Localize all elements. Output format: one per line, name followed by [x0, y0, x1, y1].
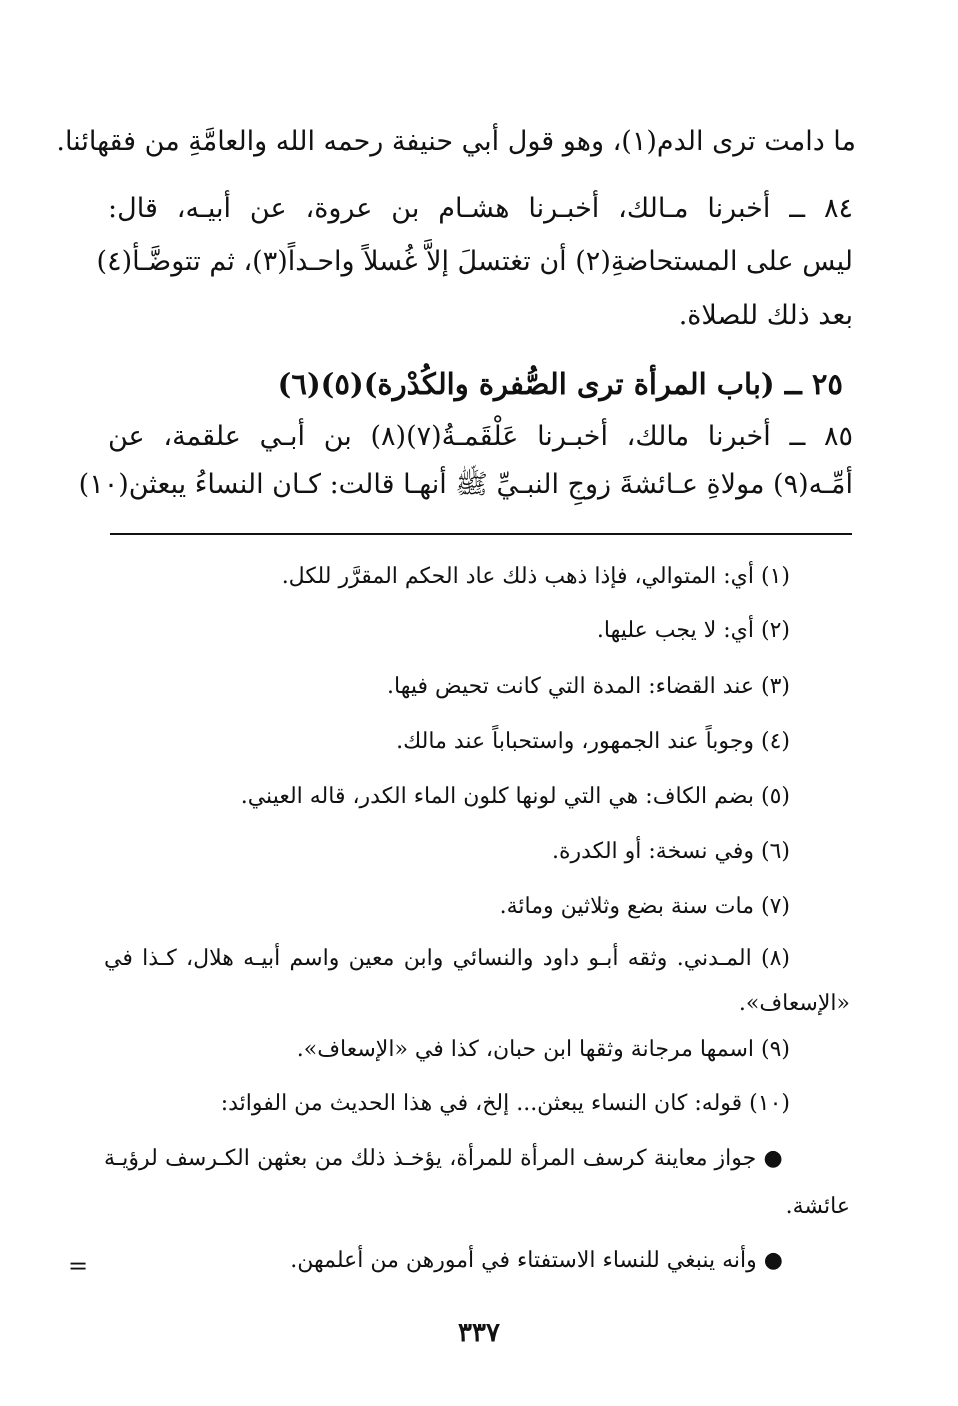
hadith-85-line-1: ٨٥ ــ أخبرنا مالك، أخبـرنا عَلْقَمـةُ(٧)(٨) بن أبـي علقمة، عن	[108, 421, 853, 452]
hadith-85-line-2: أمِّـه(٩) مولاةِ عـائشةَ زوجِ النبـيِّ ﷺ أنهـا قالت: كـان النساءُ يبعثن(١٠)	[78, 469, 853, 500]
page-number: ٣٣٧	[458, 1318, 500, 1348]
footnote-2: (٢) أي: لا يجب عليها.	[596, 618, 790, 643]
bullet-1-line-2: عائشة.	[785, 1194, 850, 1219]
footnote-10: (١٠) قوله: كان النساء يبعثن... إلخ، في هذا الحديث من الفوائد:	[220, 1091, 790, 1116]
footnote-4: (٤) وجوباً عند الجمهور، واستحباباً عند مالك.	[396, 729, 790, 754]
hadith-84-line-1: ٨٤ ــ أخبرنا مـالك، أخبـرنا هشـام بن عروة، عن أبيـه، قال:	[108, 193, 853, 224]
hadith-84-line-2: ليس على المستحاضةِ(٢) أن تغتسلَ إلاَّ غُسلاً واحـداً(٣)، ثم تتوضَّـأ(٤)	[96, 246, 853, 277]
footnote-8: (٨) المـدني. وثقه أبـو داود والنسائي وابن معين واسم أبيـه هلال، كـذا في	[104, 946, 790, 971]
footnote-9: (٩) اسمها مرجانة وثقها ابن حبان، كذا في «الإسعاف».	[296, 1037, 790, 1062]
chapter-title: ٢٥ ــ (باب المرأة ترى الصُّفرة والكُدْرة)(٥)(٦)	[277, 367, 843, 401]
bullet-1-text: جواز معاينة كرسف المرأة للمرأة، يؤخـذ ذلك من بعثهن الكـرسف لرؤيـة	[104, 1146, 757, 1171]
footnote-3: (٣) عند القضاء: المدة التي كانت تحيض فيها.	[387, 674, 790, 699]
footnote-separator	[110, 533, 852, 535]
bullet-dot: ●	[763, 1146, 783, 1171]
bullet-2	[290, 1250, 783, 1272]
main-text-line-1: ما دامت ترى الدم(١)، وهو قول أبي حنيفة رحمه الله والعامَّةِ من فقهائنا.	[56, 126, 856, 157]
footnote-1: (١) أي: المتوالي، فإذا ذهب ذلك عاد الحكم المقرَّر للكل.	[281, 564, 790, 589]
bullet-dot: ●	[763, 1248, 783, 1273]
footnote-7: (٧) مات سنة بضع وثلاثين ومائة.	[499, 894, 790, 919]
hadith-84-line-3: بعد ذلك للصلاة.	[678, 300, 853, 331]
continuation-mark: =	[68, 1252, 89, 1280]
bullet-2-text: وأنه ينبغي للنساء الاستفتاء في أمورهن من أعلمهن.	[290, 1248, 757, 1273]
footnote-8-continued: «الإسعاف».	[738, 991, 850, 1016]
footnote-5: (٥) بضم الكاف: هي التي لونها كلون الماء الكدر، قاله العيني.	[240, 784, 790, 809]
bullet-1-line-1	[104, 1148, 783, 1170]
footnote-6: (٦) وفي نسخة: أو الكدرة.	[551, 839, 790, 864]
